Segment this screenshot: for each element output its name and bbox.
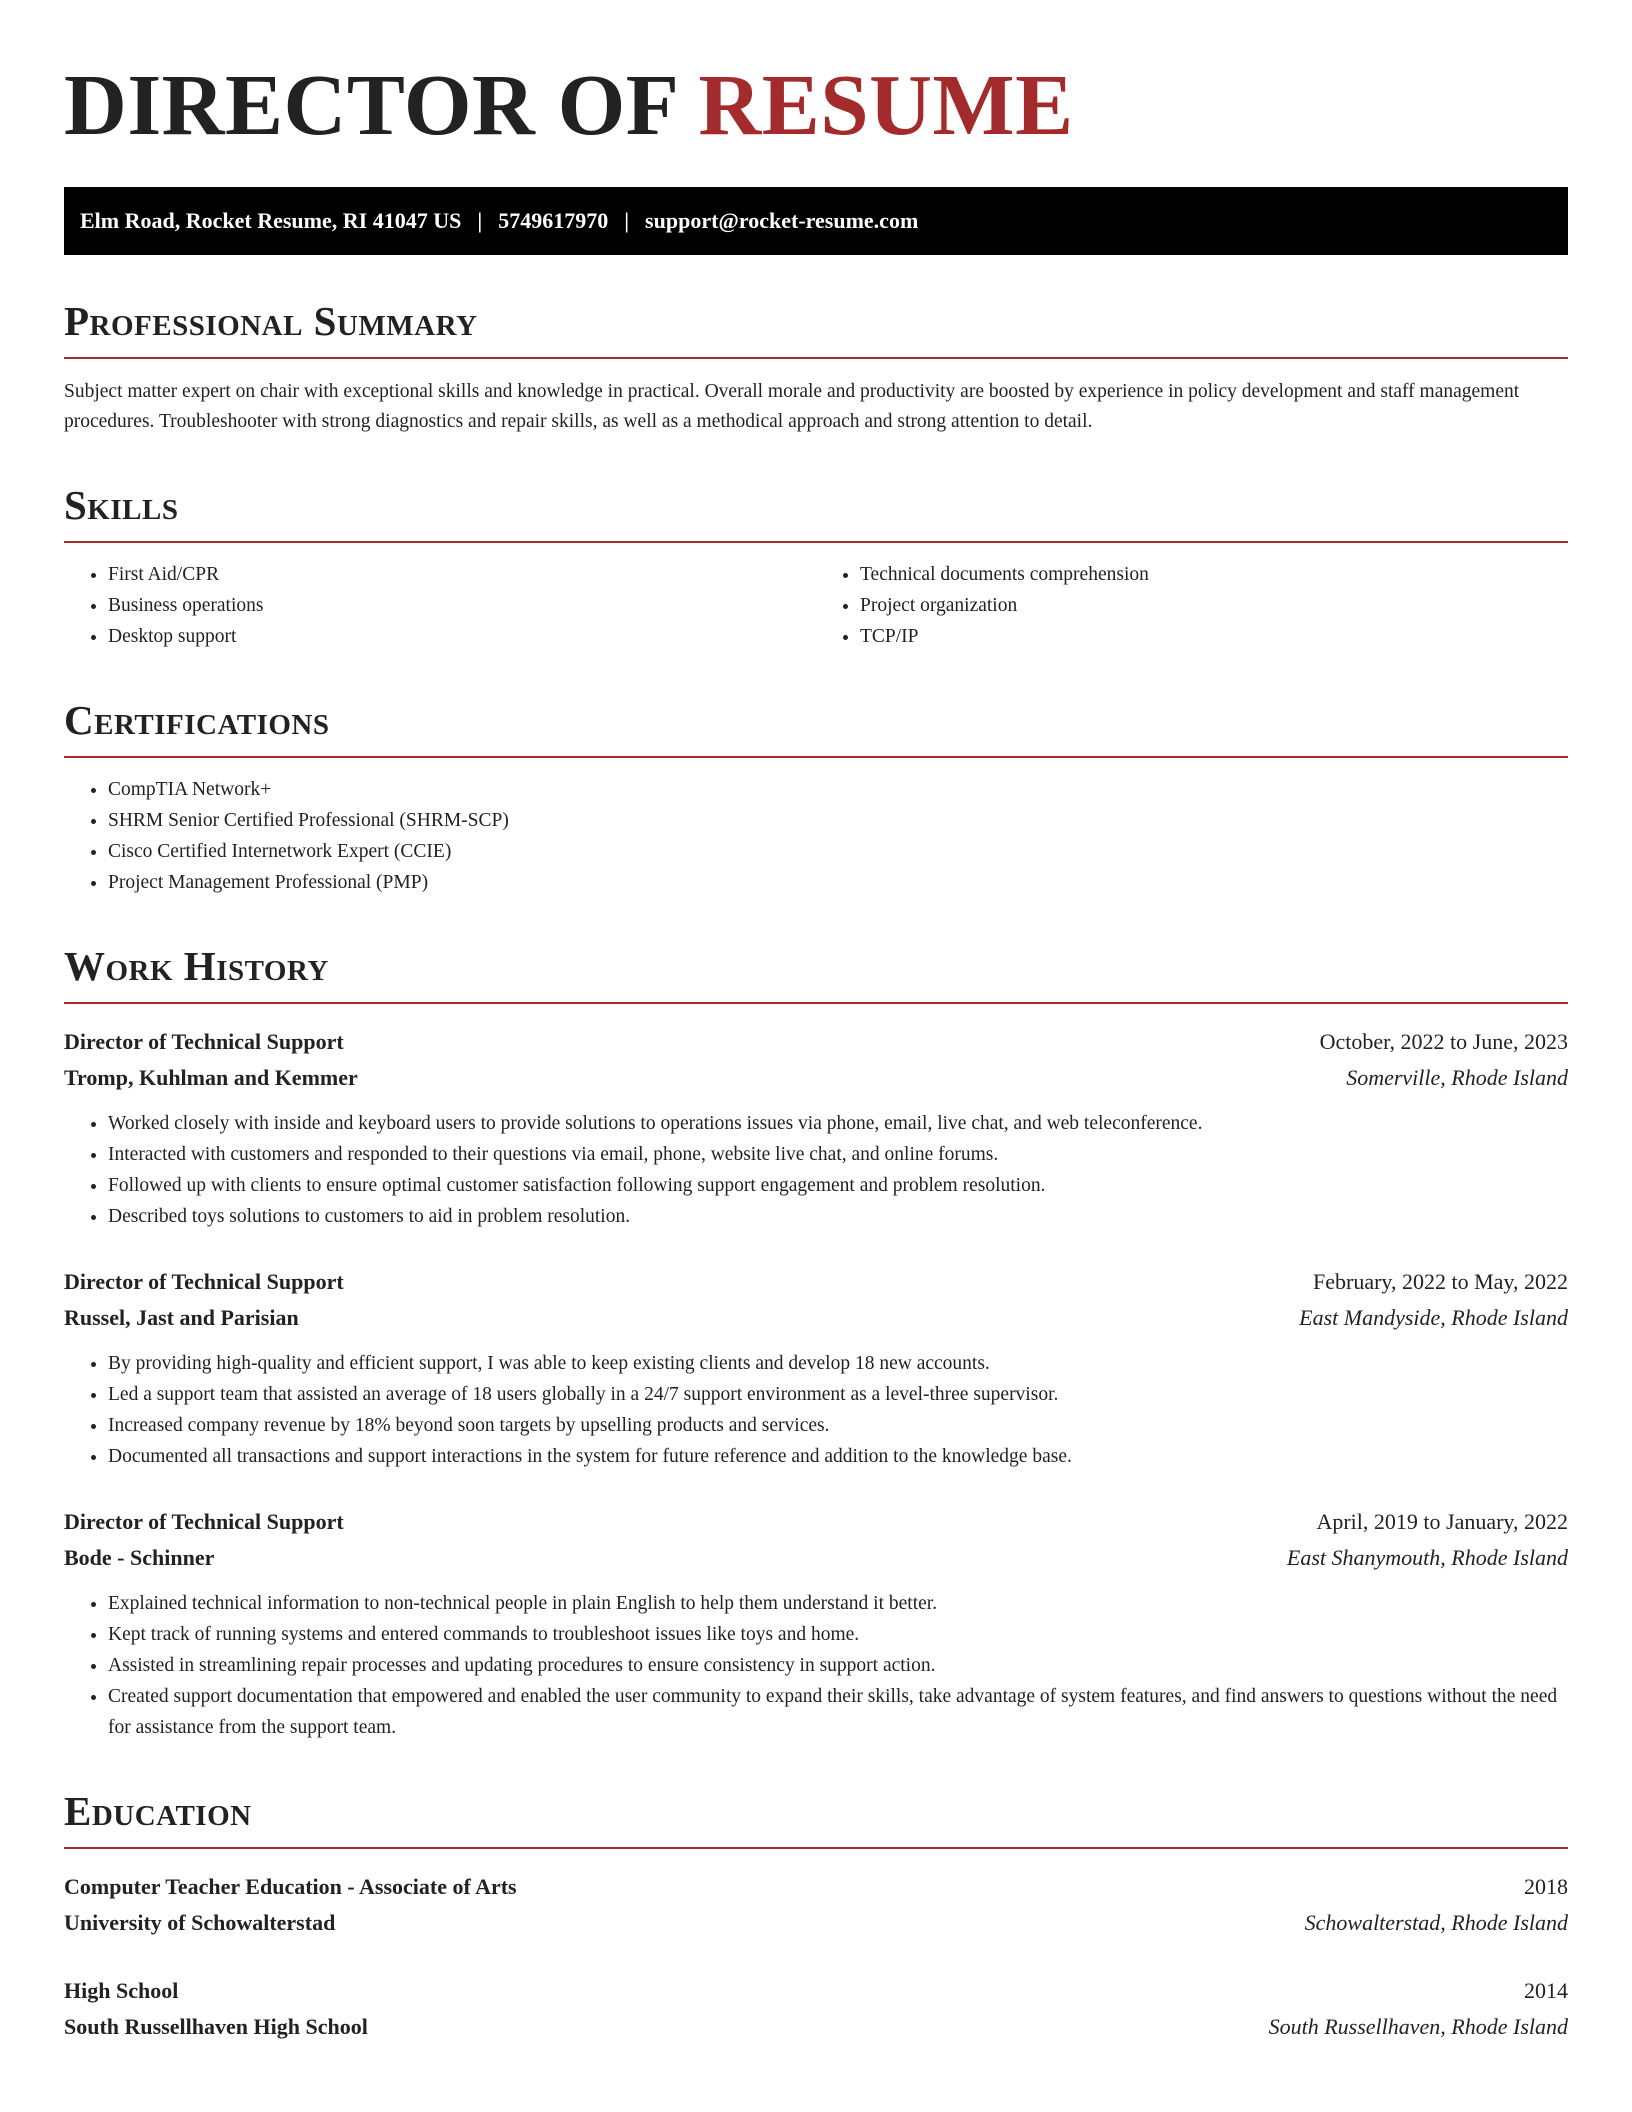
- contact-email: support@rocket-resume.com: [645, 208, 919, 233]
- job-bullet: • Assisted in streamlining repair processes and updating procedures to ensure consistency in support action.: [108, 1650, 1568, 1681]
- skills-list-left: [64, 559, 816, 652]
- education-school: South Russellhaven High School: [64, 2014, 368, 2039]
- education-header-row: [64, 1973, 1568, 2009]
- job-bullet: • Explained technical information to non-technical people in plain English to help them understand it better.: [108, 1588, 1568, 1619]
- job-bullets: [64, 1348, 1568, 1472]
- education-degree: High School: [64, 1978, 179, 2003]
- education-school-row: [64, 2009, 1568, 2045]
- education-entry: [64, 1869, 1568, 1941]
- certifications-heading: Certifications: [64, 698, 1568, 758]
- job-bullet: • Created support documentation that empowered and enabled the user community to expand their skills, take advantage of system features, and find answers to questions without the need for assistance from the support team.: [108, 1681, 1568, 1743]
- job-title: Director of Technical Support: [64, 1269, 344, 1294]
- job-title: Director of Technical Support: [64, 1509, 344, 1534]
- job-entry: [64, 1504, 1568, 1743]
- skill-item: • Business operations: [108, 590, 816, 621]
- contact-bar: [64, 187, 1568, 255]
- name-first: DIRECTOR OF: [64, 56, 677, 153]
- skills-grid: [64, 559, 1568, 652]
- education-location: Schowalterstad, Rhode Island: [1304, 1910, 1568, 1935]
- resume-name: [64, 55, 1568, 155]
- education-school: University of Schowalterstad: [64, 1910, 336, 1935]
- job-company-row: [64, 1300, 1568, 1336]
- certification-item: • SHRM Senior Certified Professional (SHRM-SCP): [108, 805, 1568, 836]
- education-school-row: [64, 1905, 1568, 1941]
- skill-item: • Technical documents comprehension: [860, 559, 1568, 590]
- job-dates: April, 2019 to January, 2022: [1316, 1509, 1568, 1534]
- job-bullet: • Worked closely with inside and keyboard users to provide solutions to operations issues via phone, email, live chat, and web teleconference.: [108, 1108, 1568, 1139]
- job-header-row: [64, 1264, 1568, 1300]
- job-location: East Shanymouth, Rhode Island: [1286, 1545, 1568, 1570]
- education-section: [64, 1789, 1568, 2045]
- job-bullet: • Followed up with clients to ensure optimal customer satisfaction following support engagement and problem resolution.: [108, 1170, 1568, 1201]
- job-bullet: • Led a support team that assisted an average of 18 users globally in a 24/7 support environment as a level-three supervisor.: [108, 1379, 1568, 1410]
- job-bullet: • Increased company revenue by 18% beyond soon targets by upselling products and services.: [108, 1410, 1568, 1441]
- job-company: Tromp, Kuhlman and Kemmer: [64, 1065, 358, 1090]
- contact-separator: |: [624, 208, 630, 233]
- certifications-section: [64, 698, 1568, 898]
- contact-separator: |: [477, 208, 483, 233]
- education-year: 2014: [1524, 1978, 1568, 2003]
- skill-item: • Desktop support: [108, 621, 816, 652]
- job-bullet: • Kept track of running systems and entered commands to troubleshoot issues like toys and home.: [108, 1619, 1568, 1650]
- job-entry: [64, 1024, 1568, 1232]
- education-degree: Computer Teacher Education - Associate of Arts: [64, 1874, 517, 1899]
- certification-item: • CompTIA Network+: [108, 774, 1568, 805]
- education-location: South Russellhaven, Rhode Island: [1268, 2014, 1568, 2039]
- job-bullet: • Interacted with customers and responded to their questions via email, phone, website live chat, and online forums.: [108, 1139, 1568, 1170]
- work-history-section: [64, 944, 1568, 1743]
- job-location: Somerville, Rhode Island: [1346, 1065, 1568, 1090]
- education-header-row: [64, 1869, 1568, 1905]
- job-header-row: [64, 1024, 1568, 1060]
- job-company-row: [64, 1060, 1568, 1096]
- skills-list-right: [816, 559, 1568, 652]
- certification-item: • Cisco Certified Internetwork Expert (CCIE): [108, 836, 1568, 867]
- job-bullets: [64, 1108, 1568, 1232]
- skill-item: • TCP/IP: [860, 621, 1568, 652]
- name-last: RESUME: [698, 56, 1074, 153]
- skills-section: [64, 483, 1568, 652]
- job-company-row: [64, 1540, 1568, 1576]
- job-bullet: • Documented all transactions and support interactions in the system for future reference and addition to the knowledge base.: [108, 1441, 1568, 1472]
- contact-phone: 5749617970: [498, 208, 609, 233]
- job-entry: [64, 1264, 1568, 1472]
- job-dates: February, 2022 to May, 2022: [1313, 1269, 1568, 1294]
- job-bullet: • By providing high-quality and efficient support, I was able to keep existing clients and develop 18 new accounts.: [108, 1348, 1568, 1379]
- job-company: Bode - Schinner: [64, 1545, 215, 1570]
- education-year: 2018: [1524, 1874, 1568, 1899]
- contact-address: Elm Road, Rocket Resume, RI 41047 US: [80, 208, 462, 233]
- job-bullet: • Described toys solutions to customers to aid in problem resolution.: [108, 1201, 1568, 1232]
- job-bullets: [64, 1588, 1568, 1743]
- summary-text: Subject matter expert on chair with exceptional skills and knowledge in practical. Overall morale and productivity are boosted by experience in policy development and staff management procedures. Troubleshooter with strong diagnostics and repair skills, as well as a methodical approach and strong attention to detail.: [64, 381, 1520, 432]
- skill-item: • First Aid/CPR: [108, 559, 816, 590]
- job-title: Director of Technical Support: [64, 1029, 344, 1054]
- work-history-heading: Work History: [64, 944, 1568, 1004]
- skills-heading: Skills: [64, 483, 1568, 543]
- skill-item: • Project organization: [860, 590, 1568, 621]
- summary-section: [64, 299, 1568, 437]
- job-dates: October, 2022 to June, 2023: [1319, 1029, 1568, 1054]
- certifications-list: [64, 774, 1568, 898]
- job-location: East Mandyside, Rhode Island: [1299, 1305, 1568, 1330]
- certification-item: • Project Management Professional (PMP): [108, 867, 1568, 898]
- job-company: Russel, Jast and Parisian: [64, 1305, 299, 1330]
- job-header-row: [64, 1504, 1568, 1540]
- education-entry: [64, 1973, 1568, 2045]
- education-heading: Education: [64, 1789, 1568, 1849]
- summary-heading: Professional Summary: [64, 299, 1568, 359]
